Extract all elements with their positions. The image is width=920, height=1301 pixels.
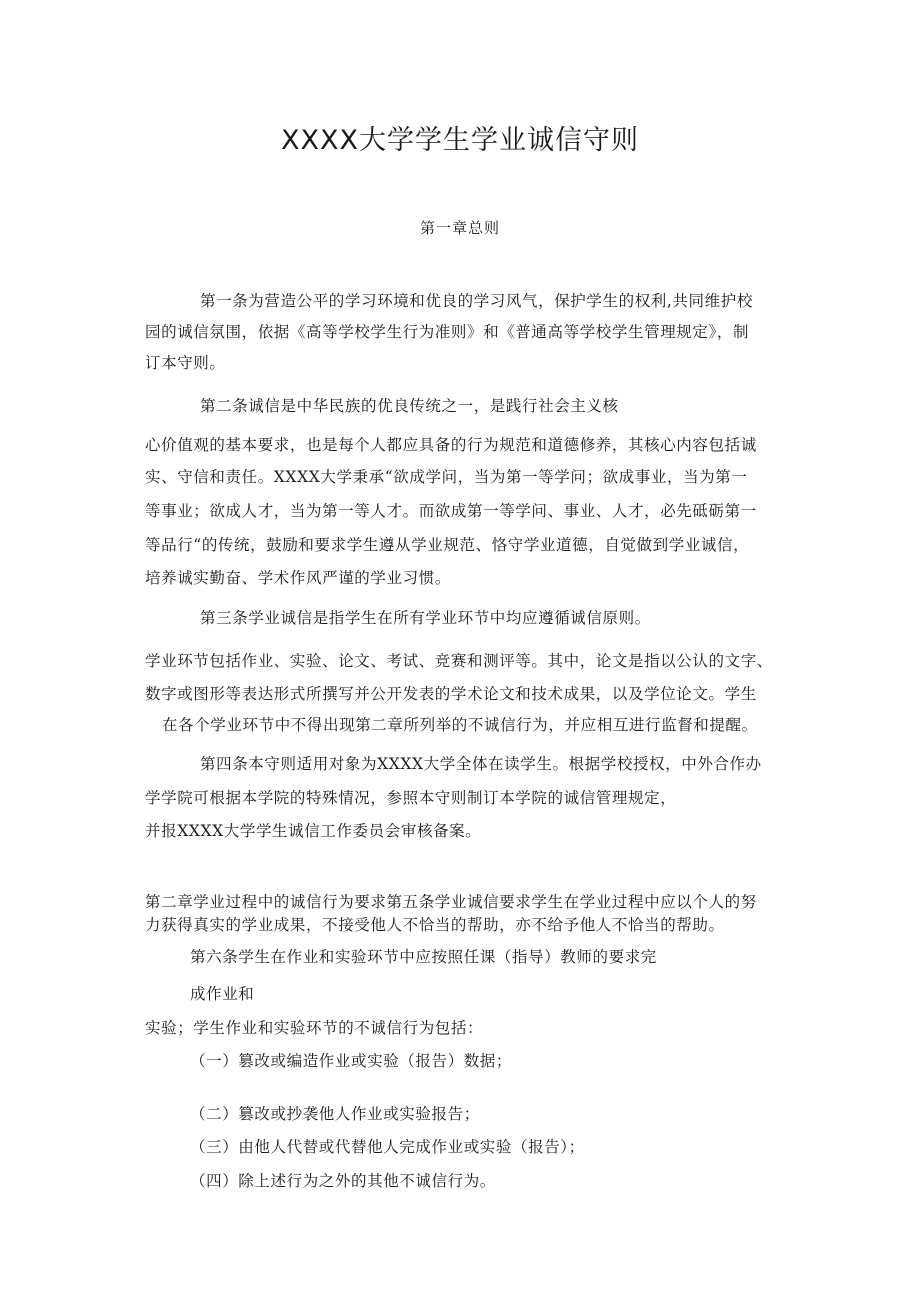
article-4-line: 学学院可根据本学院的特殊情况，参照本守则制订本学院的诚信管理规定， xyxy=(145,789,677,807)
article-6-line: 实验；学生作业和实验环节的不诚信行为包括： xyxy=(145,1019,484,1037)
article-4-line: 并报XXXX大学学生诚信工作委员会审核备案。 xyxy=(145,822,482,840)
document-title: XXXX大学学生学业诚信守则 xyxy=(281,125,639,156)
article-3-line: 数字或图形等表达形式所撰写并公开发表的学术论文和技术成果，以及学位论文。学生 xyxy=(145,685,757,703)
article-4-line: 第四条本守则适用对象为XXXX大学全体在读学生。根据学校授权，中外合作办 xyxy=(200,755,762,773)
article-3-line: 在各个学业环节中不得出现第二章所列举的不诚信行为，并应相互进行监督和提醒。 xyxy=(162,716,758,734)
article-2-line: 心价值观的基本要求，也是每个人都应具备的行为规范和道德修养，其核心内容包括诚 xyxy=(145,436,757,454)
article-6-line: 第六条学生在作业和实验环节中应按照任课（指导）教师的要求完 xyxy=(190,948,657,966)
article-2-line: 等品行“的传统，鼓励和要求学生遵从学业规范、恪守学业道德，自觉做到学业诚信， xyxy=(145,536,750,554)
chapter-2-line: 第二章学业过程中的诚信行为要求第五条学业诚信要求学生在学业过程中应以个人的努 xyxy=(145,893,757,911)
chapter-2-line: 力获得真实的学业成果，不接受他人不恰当的帮助，亦不给予他人不恰当的帮助。 xyxy=(145,916,725,934)
article-2-line: 实、守信和责任。XXXX大学秉承“欲成学问，当为第一等学问；欲成事业，当为第一 xyxy=(145,468,748,486)
article-2-line: 等事业；欲成人才，当为第一等人才。而欲成第一等学问、事业、人才，必先砥砺第一 xyxy=(145,502,757,520)
article-3-line: 学业环节包括作业、实验、论文、考试、竞赛和测评等。其中，论文是指以公认的文字、 xyxy=(145,652,773,670)
list-item: （三）由他人代替或代替他人完成作业或实验（报告）； xyxy=(190,1138,585,1156)
list-item: （一）篡改或编造作业或实验（报告）数据； xyxy=(190,1052,513,1070)
article-2-line: 培养诚实勤奋、学术作风严谨的学业习惯。 xyxy=(145,569,451,587)
article-2-line: 第二条诚信是中华民族的优良传统之一，是践行社会主义核 xyxy=(200,397,619,415)
article-1-line: 订本守则。 xyxy=(145,354,226,372)
chapter-1-heading: 第一章总则 xyxy=(419,219,500,237)
article-1-line: 园的诚信氛围，依据《高等学校学生行为准则》和《普通高等学校学生管理规定》，制 xyxy=(145,323,750,341)
article-1-line: 第一条为营造公平的学习环境和优良的学习风气，保护学生的权利,共同维护校 xyxy=(200,292,753,310)
list-item: （二）篡改或抄袭他人作业或实验报告； xyxy=(190,1105,480,1123)
article-6-line: 成作业和 xyxy=(190,985,255,1003)
article-3-line: 第三条学业诚信是指学生在所有学业环节中均应遵循诚信原则。 xyxy=(200,609,651,627)
list-item: （四）除上述行为之外的其他不诚信行为。 xyxy=(190,1172,496,1190)
